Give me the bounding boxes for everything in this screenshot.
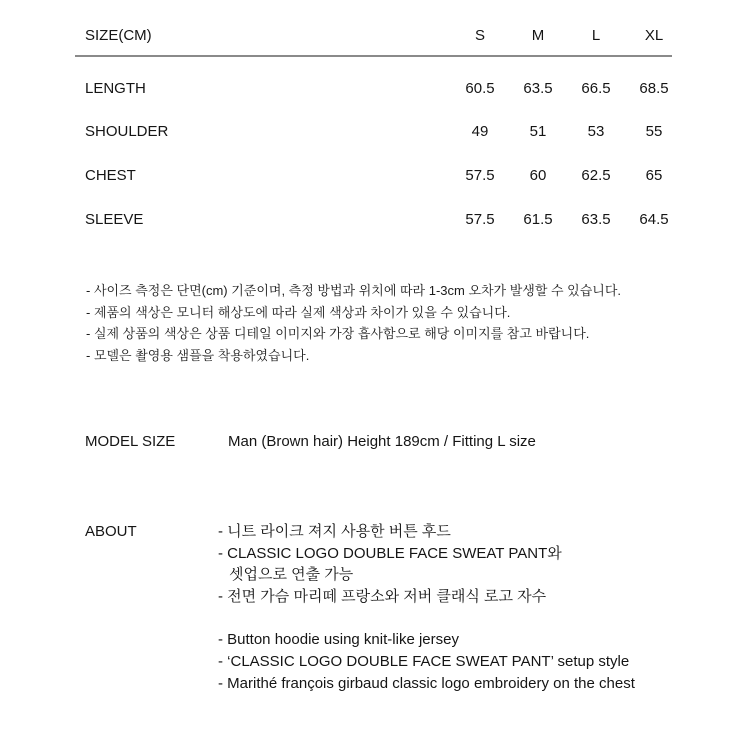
about-item-en: - Button hoodie using knit-like jersey bbox=[218, 631, 459, 649]
cell-xl: 64.5 bbox=[639, 211, 669, 228]
size-table-header bbox=[75, 24, 672, 48]
cell-l: 63.5 bbox=[581, 211, 611, 228]
cell-s: 60.5 bbox=[465, 80, 495, 97]
about-item-en: - Marithé françois girbaud classic logo embroidery on the chest bbox=[218, 674, 635, 692]
table-row-length bbox=[75, 77, 672, 101]
about-label: ABOUT bbox=[85, 523, 137, 540]
row-label: SLEEVE bbox=[85, 211, 144, 228]
cell-l: 62.5 bbox=[581, 167, 611, 184]
about-spacer bbox=[218, 607, 635, 629]
about-item-ko: - 니트 라이크 져지 사용한 버튼 후드 bbox=[218, 523, 451, 540]
row-label: SHOULDER bbox=[85, 123, 169, 140]
table-row-chest bbox=[75, 164, 672, 188]
cell-l: 53 bbox=[587, 123, 605, 140]
note-item: - 사이즈 측정은 단면(cm) 기준이며, 측정 방법과 위치에 따라 1-3cm 오차가 발생할 수 있습니다. bbox=[86, 283, 622, 298]
cell-xl: 55 bbox=[645, 123, 663, 140]
about-item-en: - ‘CLASSIC LOGO DOUBLE FACE SWEAT PANT’ setup style bbox=[218, 652, 630, 670]
cell-m: 63.5 bbox=[523, 80, 553, 97]
cell-l: 66.5 bbox=[581, 80, 611, 97]
cell-s: 57.5 bbox=[465, 167, 495, 184]
cell-s: 49 bbox=[471, 123, 489, 140]
cell-xl: 68.5 bbox=[639, 80, 669, 97]
size-notes bbox=[86, 280, 621, 366]
size-header-s: S bbox=[474, 27, 485, 44]
about-item-ko-continued: 셋업으로 연출 가능 bbox=[229, 566, 354, 584]
model-size-value: Man (Brown hair) Height 189cm / Fitting L size bbox=[228, 433, 536, 450]
about-item-ko: - CLASSIC LOGO DOUBLE FACE SWEAT PANT와 bbox=[218, 544, 562, 562]
size-header-m: M bbox=[531, 27, 545, 44]
row-label: LENGTH bbox=[85, 80, 146, 97]
note-item: - 제품의 색상은 모니터 해상도에 따라 실제 색상과 차이가 있을 수 있습니다. bbox=[86, 304, 511, 320]
cell-m: 51 bbox=[529, 123, 547, 140]
cell-xl: 65 bbox=[645, 167, 663, 184]
row-label: CHEST bbox=[85, 167, 136, 184]
about-list bbox=[218, 521, 635, 694]
header-divider bbox=[75, 55, 672, 57]
table-row-shoulder bbox=[75, 120, 672, 144]
note-item: - 모델은 촬영용 샘플을 착용하였습니다. bbox=[86, 347, 310, 363]
model-size-label: MODEL SIZE bbox=[85, 433, 176, 450]
size-header-label: SIZE(CM) bbox=[85, 27, 152, 44]
cell-s: 57.5 bbox=[465, 211, 495, 228]
size-header-l: L bbox=[591, 27, 601, 44]
cell-m: 60 bbox=[529, 167, 547, 184]
table-row-sleeve bbox=[75, 208, 672, 232]
about-item-ko: - 전면 가슴 마리떼 프랑소와 저버 클래식 로고 자수 bbox=[218, 587, 547, 605]
size-header-xl: XL bbox=[644, 27, 664, 44]
cell-m: 61.5 bbox=[523, 211, 553, 228]
note-item: - 실제 상품의 색상은 상품 디테일 이미지와 가장 흡사함으로 해당 이미지를 참고 바랍니다. bbox=[86, 326, 590, 341]
